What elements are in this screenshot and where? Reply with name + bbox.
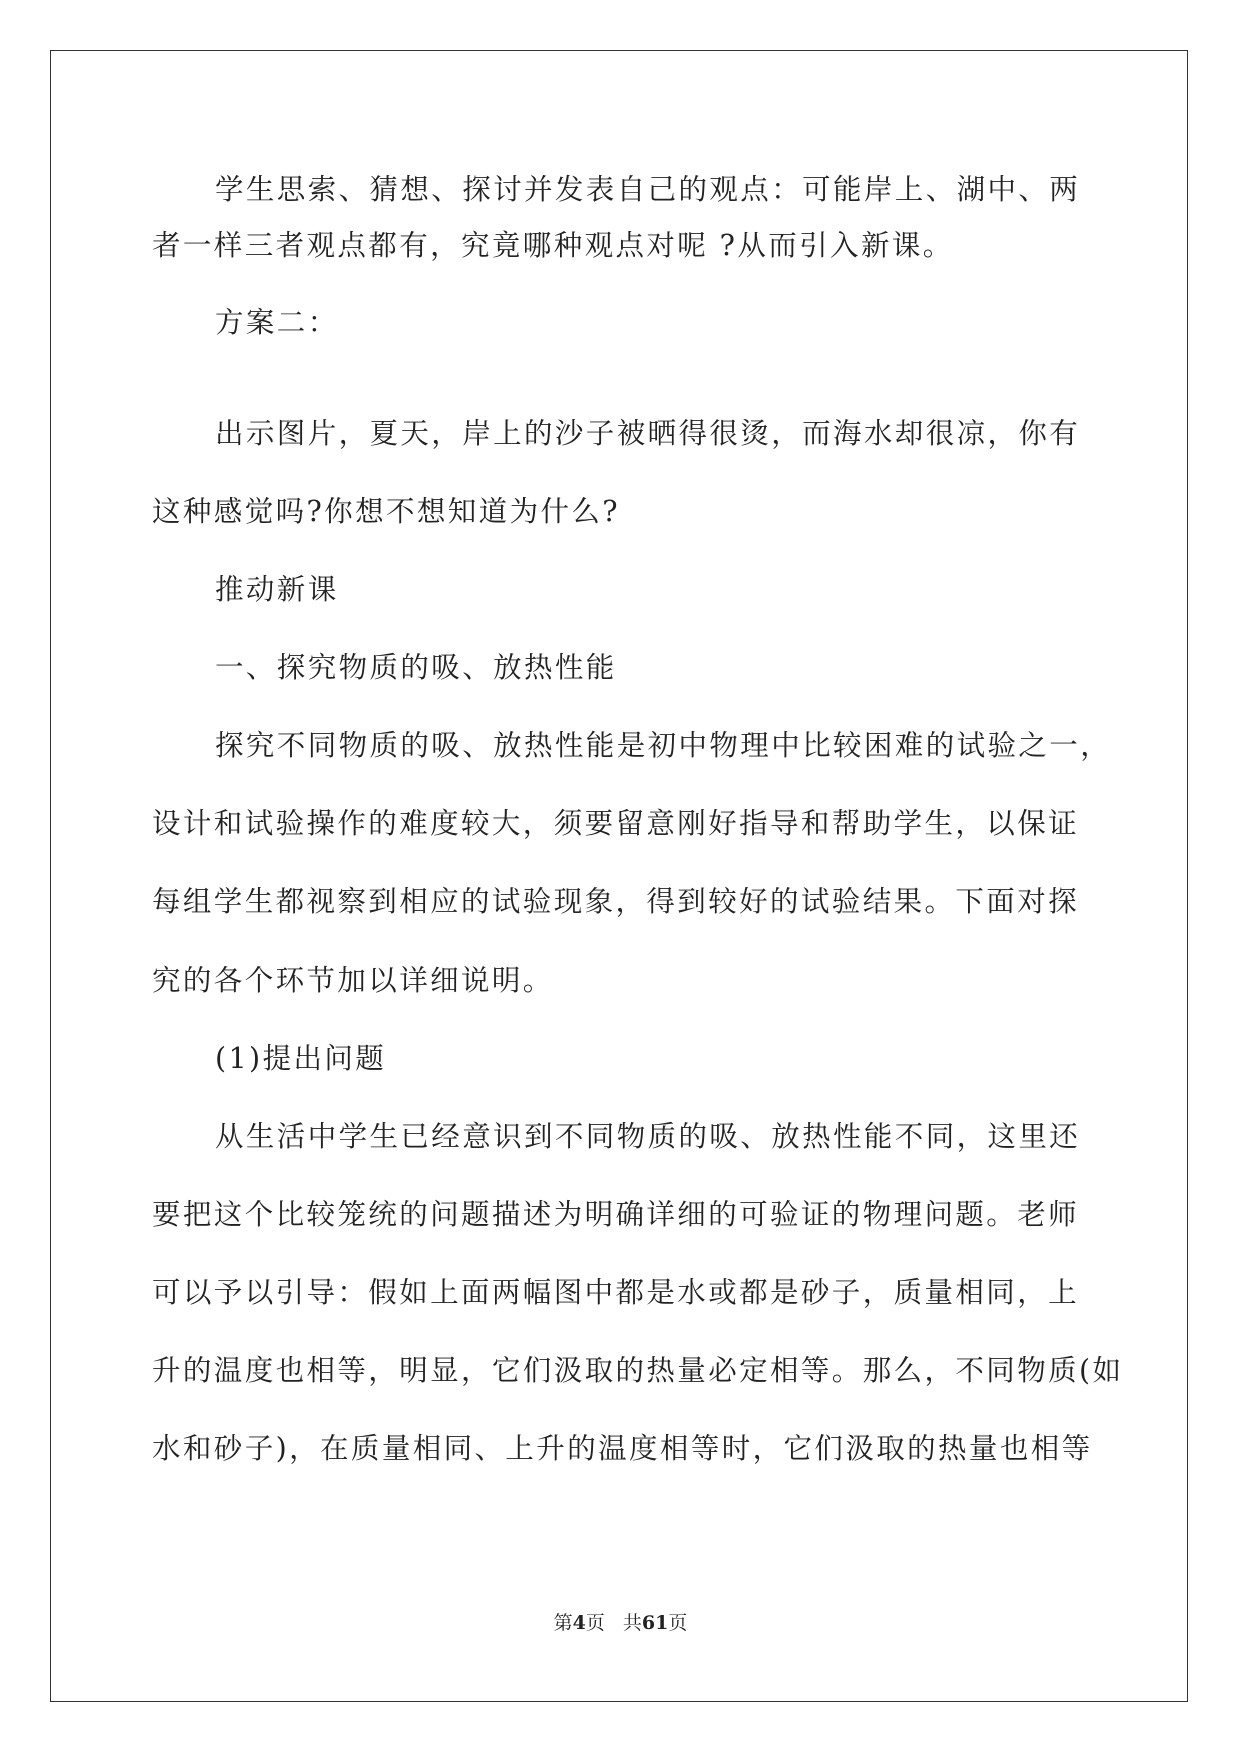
- paragraph-line: 方案二：: [215, 306, 339, 339]
- paragraph-line: 出示图片，夏天，岸上的沙子被晒得很烫，而海水却很凉，你有: [215, 417, 1081, 450]
- section-heading: 一、探究物质的吸、放热性能: [215, 651, 617, 684]
- page-footer: [0, 1611, 1241, 1635]
- paragraph-line: 升的温度也相等，明显，它们汲取的热量必定相等。那么，不同物质(如: [152, 1354, 1124, 1387]
- footer-total-prefix: 共: [622, 1612, 642, 1634]
- paragraph-line: 探究不同物质的吸、放热性能是初中物理中比较困难的试验之一，: [215, 729, 1112, 762]
- paragraph-line: 推动新课: [215, 573, 339, 606]
- page-number: 4: [572, 1612, 586, 1634]
- paragraph-line: 可以予以引导：假如上面两幅图中都是水或都是砂子，质量相同，上: [152, 1276, 1080, 1309]
- footer-total-suffix: 页: [668, 1612, 688, 1634]
- footer-page-suffix: 页: [585, 1612, 605, 1634]
- paragraph-line: 每组学生都视察到相应的试验现象，得到较好的试验结果。下面对探: [152, 885, 1080, 918]
- total-pages: 61: [641, 1612, 669, 1634]
- paragraph-line: 从生活中学生已经意识到不同物质的吸、放热性能不同，这里还: [215, 1120, 1081, 1153]
- paragraph-line: 究的各个环节加以详细说明。: [152, 964, 554, 997]
- paragraph-line: 水和砂子)，在质量相同、上升的温度相等时，它们汲取的热量也相等: [152, 1432, 1093, 1465]
- footer-prefix: 第: [553, 1612, 573, 1634]
- paragraph-line: 要把这个比较笼统的问题描述为明确详细的可验证的物理问题。老师: [152, 1198, 1080, 1231]
- paragraph-line: 学生思索、猜想、探讨并发表自己的观点：可能岸上、湖中、两: [215, 173, 1081, 206]
- paragraph-line: 者一样三者观点都有，究竟哪种观点对呢 ?从而引入新课。: [152, 229, 954, 262]
- paragraph-line: 设计和试验操作的难度较大，须要留意刚好指导和帮助学生，以保证: [152, 807, 1080, 840]
- subsection-heading: (1)提出问题: [215, 1042, 387, 1075]
- paragraph-line: 这种感觉吗?你想不想知道为什么?: [152, 495, 620, 528]
